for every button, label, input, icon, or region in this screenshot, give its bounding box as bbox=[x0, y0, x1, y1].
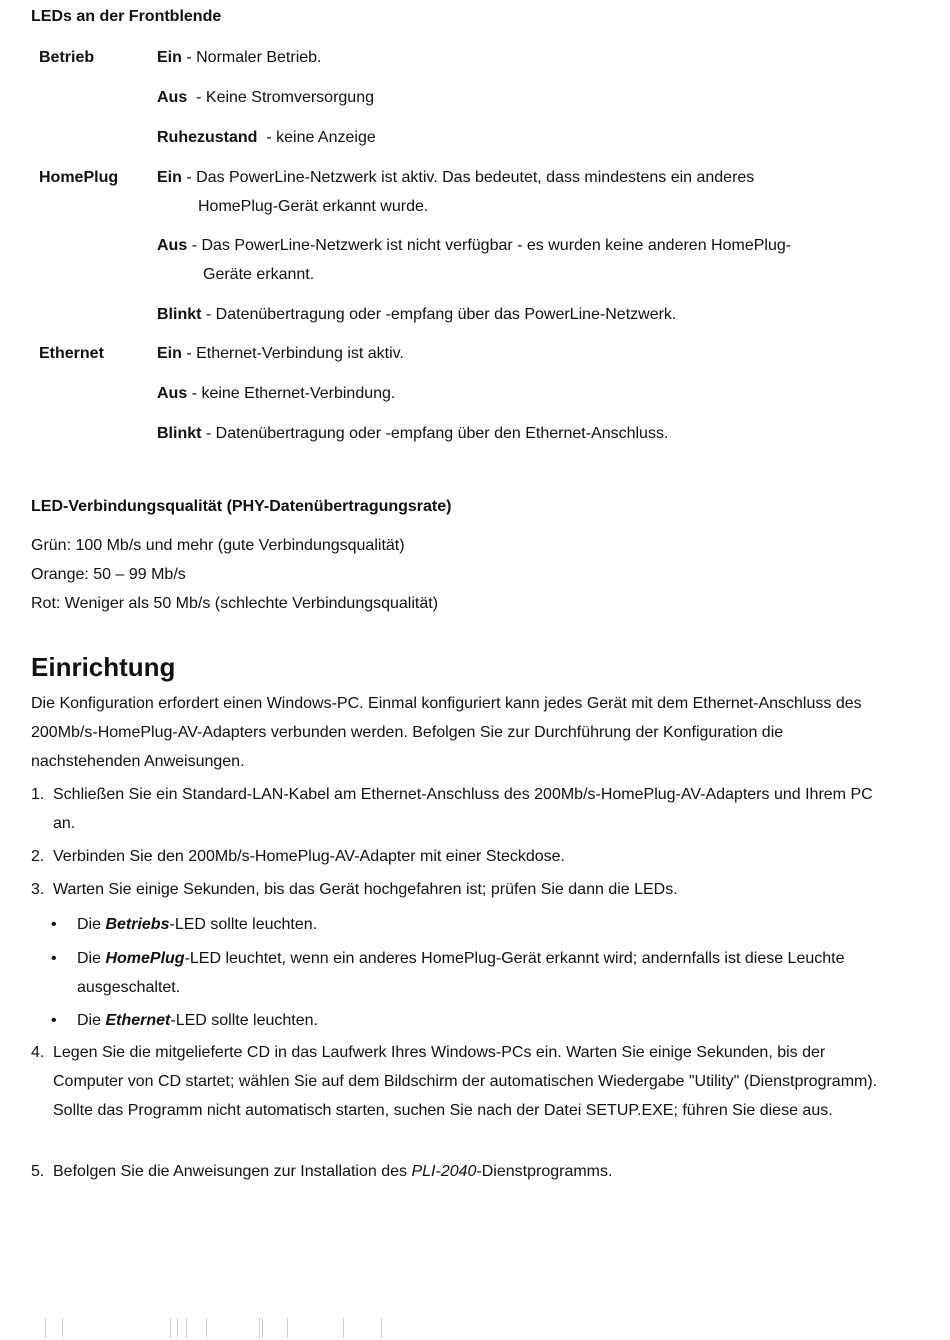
bullet-dot: • bbox=[51, 1012, 57, 1029]
bullet-pre: Die bbox=[77, 916, 106, 933]
step-text: Verbinden Sie den 200Mb/s-HomePlug-AV-Adapter mit einer Steckdose. bbox=[53, 848, 565, 865]
setup-bullet-betrieb bbox=[51, 910, 891, 939]
step-number: 4. bbox=[31, 1044, 45, 1061]
setup-title: Einrichtung bbox=[31, 652, 176, 682]
setup-bullet-ethernet bbox=[51, 1006, 891, 1035]
led-state-text: - Das PowerLine-Netzwerk ist aktiv. Das bedeutet, dass mindestens ein anderes bbox=[181, 169, 755, 186]
step-text-emphasis: PLI-2040 bbox=[411, 1163, 477, 1180]
led-state: Ein bbox=[157, 169, 182, 186]
setup-step-4 bbox=[31, 1038, 891, 1125]
led-term-ethernet: Ethernet bbox=[39, 345, 104, 362]
bullet-post: -LED sollte leuchten. bbox=[169, 916, 318, 933]
led-state: Ein bbox=[157, 49, 182, 66]
led-desc-betrieb-aus bbox=[157, 83, 857, 112]
bullet-post: -LED sollte leuchten. bbox=[170, 1012, 318, 1029]
setup-step-5 bbox=[31, 1157, 891, 1186]
setup-step-1 bbox=[31, 780, 891, 838]
led-state-text: - Das PowerLine-Netzwerk ist nicht verfügbar - es wurden keine anderen HomePlug- bbox=[187, 237, 792, 254]
quality-line-green: Grün: 100 Mb/s und mehr (gute Verbindungsqualität) bbox=[31, 537, 405, 554]
bullet-pre: Die bbox=[77, 1012, 106, 1029]
bullet-dot: • bbox=[51, 916, 57, 933]
led-desc-homeplug-ein bbox=[157, 163, 857, 221]
led-desc-ethernet-blinkt bbox=[157, 419, 857, 448]
led-state-text: - keine Anzeige bbox=[257, 129, 376, 146]
led-term-betrieb: Betrieb bbox=[39, 49, 95, 66]
led-state: Aus bbox=[157, 385, 188, 402]
step-text: Warten Sie einige Sekunden, bis das Gerät hochgefahren ist; prüfen Sie dann die LEDs. bbox=[53, 881, 678, 898]
step-number: 2. bbox=[31, 848, 45, 865]
setup-intro: Die Konfiguration erfordert einen Windows-PC. Einmal konfiguriert kann jedes Gerät mit dem Ethernet-Anschluss des 200Mb/s-HomePlug-AV-Adapters verbunden werden. Befolgen Sie zur Durchführung der Konfiguration die nachstehenden Anweisungen. bbox=[31, 695, 862, 770]
bullet-emphasis: HomePlug bbox=[105, 950, 185, 967]
led-term-homeplug: HomePlug bbox=[39, 169, 119, 186]
bullet-post: -LED leuchtet, wenn ein anderes HomePlug-Gerät erkannt wird; andernfalls ist diese Leuchte ausgeschaltet. bbox=[77, 950, 845, 996]
led-state-text: - Datenübertragung oder -empfang über das PowerLine-Netzwerk. bbox=[201, 306, 677, 323]
led-state-continuation: Geräte erkannt. bbox=[203, 266, 315, 283]
led-desc-betrieb-ein bbox=[157, 43, 857, 72]
led-state: Ein bbox=[157, 345, 182, 362]
led-state-text: - Datenübertragung oder -empfang über den Ethernet-Anschluss. bbox=[201, 425, 669, 442]
step-text-pre: Befolgen Sie die Anweisungen zur Installation des bbox=[53, 1163, 412, 1180]
led-state: Blinkt bbox=[157, 306, 202, 323]
step-text: Schließen Sie ein Standard-LAN-Kabel am Ethernet-Anschluss des 200Mb/s-HomePlug-AV-Adapters und Ihrem PC an. bbox=[53, 786, 873, 832]
led-state-continuation: HomePlug-Gerät erkannt wurde. bbox=[198, 198, 429, 215]
led-state-text: - keine Ethernet-Verbindung. bbox=[187, 385, 396, 402]
step-number: 3. bbox=[31, 881, 45, 898]
led-state-text: - Ethernet-Verbindung ist aktiv. bbox=[181, 345, 404, 362]
quality-line-red: Rot: Weniger als 50 Mb/s (schlechte Verbindungsqualität) bbox=[31, 595, 439, 612]
bullet-dot: • bbox=[51, 950, 57, 967]
bullet-emphasis: Ethernet bbox=[105, 1012, 171, 1029]
led-state-text: - Keine Stromversorgung bbox=[187, 89, 374, 106]
quality-heading: LED-Verbindungsqualität (PHY-Datenübertragungsrate) bbox=[31, 498, 452, 515]
led-state-text: - Normaler Betrieb. bbox=[181, 49, 322, 66]
step-text: Legen Sie die mitgelieferte CD in das Laufwerk Ihres Windows-PCs ein. Warten Sie einige Sekunden, bis der Computer von CD startet; wählen Sie auf dem Bildschirm der automatischen Wiedergabe "Utility" (Dienstprogramm). Sollte das Programm nicht automatisch starten, suchen Sie nach der Datei SETUP.EXE; führen Sie diese aus. bbox=[53, 1044, 878, 1119]
footer-scan-marks bbox=[40, 1318, 440, 1338]
led-desc-homeplug-aus bbox=[157, 231, 857, 289]
led-desc-betrieb-ruhe bbox=[157, 123, 857, 152]
led-desc-ethernet-ein bbox=[157, 339, 857, 368]
quality-line-orange: Orange: 50 – 99 Mb/s bbox=[31, 566, 186, 583]
led-state: Aus bbox=[157, 89, 188, 106]
setup-bullet-homeplug bbox=[51, 944, 891, 1002]
led-state: Ruhezustand bbox=[157, 129, 258, 146]
led-desc-homeplug-blinkt bbox=[157, 300, 857, 329]
setup-step-2 bbox=[31, 842, 891, 871]
step-text-post: -Dienstprogramms. bbox=[476, 1163, 613, 1180]
led-front-heading: LEDs an der Frontblende bbox=[31, 8, 222, 25]
bullet-emphasis: Betriebs bbox=[105, 916, 170, 933]
step-number: 5. bbox=[31, 1163, 45, 1180]
setup-step-3 bbox=[31, 875, 891, 904]
bullet-pre: Die bbox=[77, 950, 106, 967]
step-number: 1. bbox=[31, 786, 45, 803]
led-state: Blinkt bbox=[157, 425, 202, 442]
led-desc-ethernet-aus bbox=[157, 379, 857, 408]
led-state: Aus bbox=[157, 237, 188, 254]
